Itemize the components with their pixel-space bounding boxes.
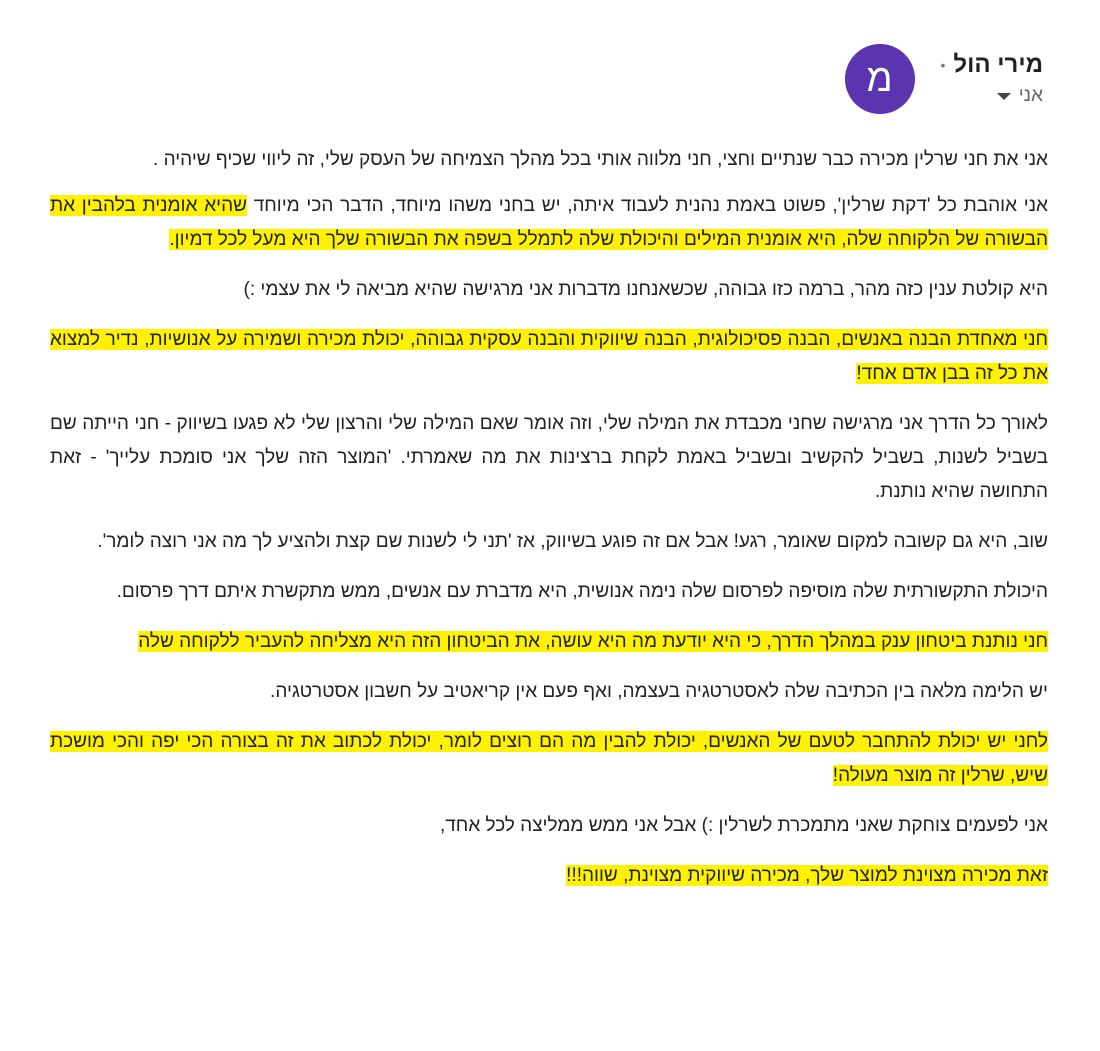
highlighted-text: חני מאחדת הבנה באנשים, הבנה פסיכולוגית, הבנה שיווקית והבנה עסקית גבוהה, יכולת מכירה ושמירה על אנושיות, נדיר למצוא את כל זה בבן אדם אחד! [50,329,1048,384]
paragraph-text: יש הלימה מלאה בין הכתיבה שלה לאסטרטגיה בעצמה, ואף פעם אין קריאטיב על חשבון אסטרטגיה. [270,681,1048,702]
caret-down-icon [997,93,1011,100]
email-paragraph [50,323,1048,391]
email-paragraph [50,407,1048,509]
highlighted-text: חני נותנת ביטחון ענק במהלך הדרך, כי היא יודעת מה היא עושה, את הביטחון הזה היא מצליחה להעביר ללקוחה שלה [138,631,1048,652]
dot-icon: • [940,57,946,73]
sender-avatar[interactable]: מ [845,44,915,114]
sender-name[interactable]: מירי הול [953,51,1043,78]
paragraph-text: אני את חני שרלין מכירה כבר שנתיים וחצי, חני מלווה אותי בכל מהלך הצמיחה של העסק שלי, זה ליווי שכיף שיהיה . [153,149,1048,170]
paragraph-text: שוב, היא גם קשובה למקום שאומר, רגע! אבל אם זה פוגע בשיווק, אז 'תני לי לשנות שם קצת ולהציע לך מה אני רוצה לומר'. [97,531,1048,552]
email-paragraph [50,575,1048,609]
recipient-toggle[interactable] [997,85,1043,107]
email-paragraph [50,625,1048,659]
paragraph-text: היא קולטת ענין כזה מהר, ברמה כזו גבוהה, שכשאנחנו מדברות אני מרגישה שהיא מביאה לי את עצמי :) [243,279,1048,300]
email-paragraph [50,525,1048,559]
email-paragraph [50,189,1048,257]
paragraph-text: אני לפעמים צוחקת שאני מתמכרת לשרלין :) אבל אני ממש ממליצה לכל אחד, [440,815,1048,836]
highlighted-text: זאת מכירה מצוינת למוצר שלך, מכירה שיווקית מצוינת, שווה!!! [566,865,1048,886]
email-body [50,147,1048,909]
sender-info [941,51,1044,107]
recipient-label: אני [1018,85,1043,106]
paragraph-text: היכולת התקשורתית שלה מוסיפה לפרסום שלה נימה אנושית, היא מדברת עם אנשים, ממש מתקשרת איתם דרך פרסום. [116,581,1048,602]
email-header [845,44,1044,114]
email-paragraph [50,725,1048,793]
highlighted-text: לחני יש יכולת להתחבר לטעם של האנשים, יכולת להבין מה הם רוצים לומר, יכולת לכתוב את זה בצורה הכי יפה והכי מושכת שיש, שרלין זה מוצר מעולה! [50,731,1048,786]
highlighted-text: שהיא אומנית בלהבין את הבשורה של הלקוחה שלה, היא אומנית המילים והיכולת שלה לתמלל בשפה את הבשורה שלך היא מעל לכל דמיון. [50,195,1048,250]
email-paragraph [50,859,1048,893]
email-paragraph [50,147,1048,173]
sender-row [941,51,1044,79]
paragraph-text: אני אוהבת כל 'דקת שרלין', פשוט באמת נהנית לעבוד איתה, יש בחני משהו מיוחד, הדבר הכי מיוחד [246,195,1048,216]
email-paragraph [50,675,1048,709]
email-paragraph [50,273,1048,307]
email-paragraph [50,809,1048,843]
paragraph-text: לאורך כל הדרך אני מרגישה שחני מכבדת את המילה שלי, וזה אומר שאם המילה שלי והרצון שלי לא פגעו בשיווק - חני הייתה שם בשביל לשנות, בשביל להקשיב ובשביל באמת לקחת ברצינות את מה שאמרתי. 'המוצר הזה שלך אני סומכת עלייך' - זאת התחושה שהיא נותנת. [50,413,1048,502]
